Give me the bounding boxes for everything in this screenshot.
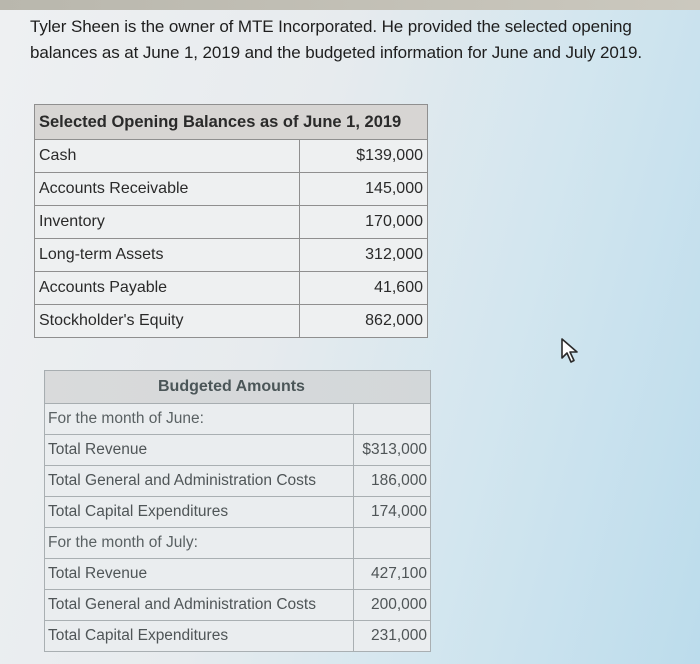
row-label: Long-term Assets bbox=[35, 239, 300, 272]
table-header-row bbox=[35, 105, 428, 140]
row-value: 170,000 bbox=[300, 206, 428, 239]
row-value: 200,000 bbox=[354, 590, 431, 621]
table-row bbox=[35, 173, 428, 206]
row-label: Accounts Payable bbox=[35, 272, 300, 305]
row-value: 41,600 bbox=[300, 272, 428, 305]
table-row bbox=[45, 621, 431, 652]
table-row bbox=[35, 140, 428, 173]
row-label: Total General and Administration Costs bbox=[45, 466, 354, 497]
row-label: Total General and Administration Costs bbox=[45, 590, 354, 621]
row-value: 231,000 bbox=[354, 621, 431, 652]
row-value: $139,000 bbox=[300, 140, 428, 173]
june-section-label: For the month of June: bbox=[45, 404, 354, 435]
table-row bbox=[35, 305, 428, 338]
row-label: Total Capital Expenditures bbox=[45, 497, 354, 528]
mouse-pointer-icon bbox=[558, 336, 584, 366]
row-label: Cash bbox=[35, 140, 300, 173]
row-label: Total Revenue bbox=[45, 435, 354, 466]
opening-balances-table bbox=[34, 104, 428, 338]
row-label: Total Capital Expenditures bbox=[45, 621, 354, 652]
row-label: Accounts Receivable bbox=[35, 173, 300, 206]
top-edge-strip bbox=[0, 0, 700, 10]
row-value: 174,000 bbox=[354, 497, 431, 528]
july-section-label: For the month of July: bbox=[45, 528, 354, 559]
budgeted-amounts-title-cell bbox=[45, 371, 431, 404]
row-label: Total Revenue bbox=[45, 559, 354, 590]
row-value: 186,000 bbox=[354, 466, 431, 497]
row-value: 312,000 bbox=[300, 239, 428, 272]
table-row bbox=[45, 466, 431, 497]
table-row bbox=[35, 239, 428, 272]
empty-cell bbox=[354, 404, 431, 435]
budgeted-amounts-title: Budgeted Amounts bbox=[158, 378, 305, 395]
row-value: $313,000 bbox=[354, 435, 431, 466]
table-header-row bbox=[45, 371, 431, 404]
row-value: 862,000 bbox=[300, 305, 428, 338]
row-value: 145,000 bbox=[300, 173, 428, 206]
table-row bbox=[45, 590, 431, 621]
opening-balances-title: Selected Opening Balances as of June 1, 2019 bbox=[35, 105, 428, 140]
table-row bbox=[45, 497, 431, 528]
row-label: Inventory bbox=[35, 206, 300, 239]
section-row-july bbox=[45, 528, 431, 559]
table-row bbox=[35, 206, 428, 239]
budgeted-amounts-table bbox=[44, 370, 431, 652]
row-label: Stockholder's Equity bbox=[35, 305, 300, 338]
row-value: 427,100 bbox=[354, 559, 431, 590]
empty-cell bbox=[354, 528, 431, 559]
table-row bbox=[45, 435, 431, 466]
table-row bbox=[45, 559, 431, 590]
table-row bbox=[35, 272, 428, 305]
section-row-june bbox=[45, 404, 431, 435]
problem-statement: Tyler Sheen is the owner of MTE Incorporated. He provided the selected opening balances as at June 1, 2019 and the budgeted information for June and July 2019. bbox=[30, 17, 643, 62]
